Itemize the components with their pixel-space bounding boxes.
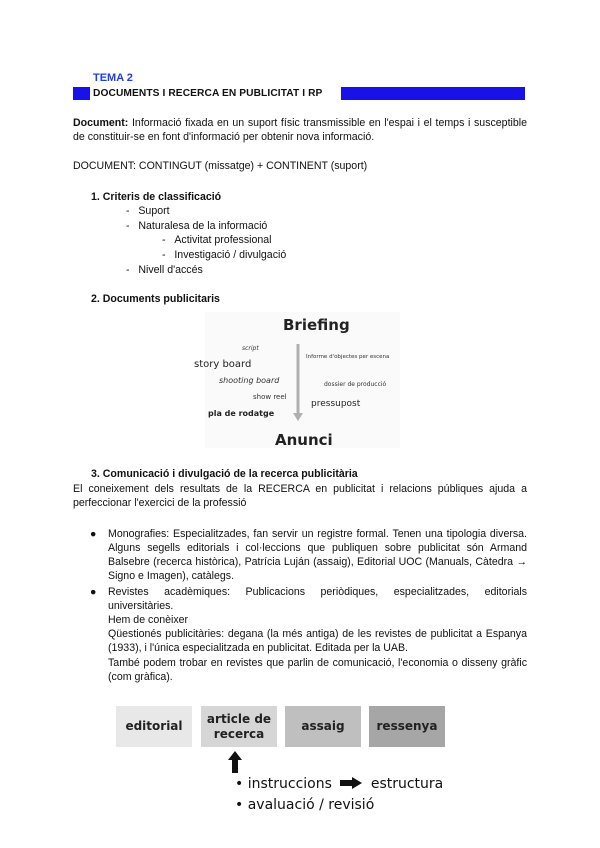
definition-term: Document: <box>73 117 129 129</box>
section1-title: 1. Criteris de classificació <box>91 191 222 203</box>
list-item-suport: - Suport <box>126 205 170 217</box>
type-box-editorial: editorial <box>116 706 192 747</box>
bullet-icon: ● <box>90 586 97 598</box>
document-formula: DOCUMENT: CONTINGUT (missatge) + CONTINENT (suport) <box>73 160 368 172</box>
sublist-item-activitat: - Activitat professional <box>162 234 272 246</box>
types-list-item: • avaluació / revisió <box>235 797 375 813</box>
diagram-item-pressupost: pressupost <box>311 399 361 409</box>
diagram-item-show-reel: show reel <box>253 393 287 401</box>
type-box-article: article de recerca <box>201 706 277 747</box>
definition-text: Informació fixada en un suport físic transmissible en l'espai i el temps i susceptible de constituir-se en font d'informació per obtenir nova informació. <box>73 117 527 143</box>
type-box-ressenya: ressenya <box>369 706 445 747</box>
title-bar-left <box>73 87 90 100</box>
list-estructura: estructura <box>370 776 444 792</box>
bullet-revistes-line3: Qüestionés publicitàries: degana (la més antiga) de les revistes de publicitat a Espanya (1933), i l'única especialitzada en publicitat. Editada per la UAB. <box>108 628 527 654</box>
section3-intro: El coneixement dels resultats de la RECERCA en publicitat i relacions públiques ajuda a perfeccionar l'exercici de la professió <box>73 483 527 509</box>
arrow-up-icon <box>228 751 242 773</box>
list-avaluacio: avaluació / revisió <box>247 797 375 813</box>
diagram-item-dossier: dossier de producció <box>324 381 387 388</box>
diagram-top-label: Briefing <box>283 316 350 334</box>
diagram-arrow-down-icon <box>293 413 303 421</box>
bullet-revistes: Revistes acadèmiques: Publicacions periòdiques, especialitzades, editorials universitàries. <box>108 586 527 612</box>
diagram-item-storyboard: story board <box>194 359 252 370</box>
diagram-item-shooting-board: shooting board <box>219 376 280 385</box>
sublist-item-investigacio: - Investigació / divulgació <box>162 249 287 261</box>
arrow-right-icon <box>340 777 362 789</box>
page-title: DOCUMENTS I RECERCA EN PUBLICITAT I RP <box>93 88 323 99</box>
list-item-nivell: - Nivell d'accés <box>126 264 203 276</box>
section2-title: 2. Documents publicitaris <box>91 293 220 305</box>
diagram-item-script: script <box>242 345 259 352</box>
briefing-diagram <box>180 310 420 455</box>
bullet-icon: ● <box>90 528 97 540</box>
type-box-assaig: assaig <box>285 706 361 747</box>
definition-paragraph <box>73 116 527 144</box>
bullet-monografies: Monografies: Especialitzades, fan servir un registre formal. Tenen una tipologia diversa. Alguns segells editorials i col·leccions que publiquen sobre publicitat són Armand Balsebre (recerca històrica), Patrícia Luján (assaig), Editorial UOC (Manuals, Càtedra → Signo e Imagen), catàlegs. <box>108 528 527 582</box>
list-item-naturalesa: - Naturalesa de la informació <box>126 220 268 232</box>
diagram-bottom-label: Anunci <box>275 431 333 449</box>
types-list-item: • instruccions estructura <box>235 776 444 792</box>
diagram-item-pla-rodatge: pla de rodatge <box>208 409 275 418</box>
title-bar-right <box>341 87 525 100</box>
bullet-revistes-line4: També podem trobar en revistes que parlin de comunicació, l'economia o disseny gràfic (com gràfica). <box>108 657 527 683</box>
section3-title: 3. Comunicació i divulgació de la recerca publicitària <box>91 468 358 480</box>
diagram-item-informe: Informe d'objectes per escena <box>306 354 390 360</box>
list-instruccions: instruccions <box>247 776 332 792</box>
bullet-revistes-line2: Hem de conèixer <box>108 614 189 626</box>
topic-label: TEMA 2 <box>93 72 133 84</box>
